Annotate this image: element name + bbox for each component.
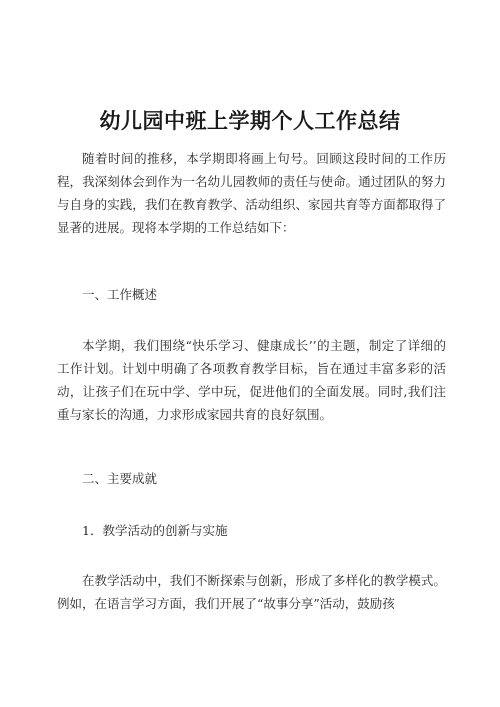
section-heading-achievements: 二、主要成就 [82, 471, 158, 486]
section-heading-overview: 一、工作概述 [82, 287, 158, 302]
subsection-heading-teaching: 1．教学活动的创新与实施 [82, 523, 228, 538]
teaching-paragraph: 在教学活动中，我们不断探索与创新，形成了多样化的教学模式。例如，在语言学习方面，我们开展了“故事分享”活动，鼓励孩 [57, 573, 446, 611]
intro-paragraph: 随着时间的推移，本学期即将画上句号。回顾这段时间的工作历程，我深刻体会到作为一名幼儿园教师的责任与使命。通过团队的努力与自身的实践，我们在教育教学、活动组织、家园共育等方面都取得了显著的进展。现将本学期的工作总结如下： [57, 151, 446, 235]
overview-paragraph: 本学期，我们围绕“快乐学习、健康成长’’的主题，制定了详细的工作计划。计划中明确了各项教育教学目标，旨在通过丰富多彩的活动，让孩子们在玩中学、学中玩，促进他们的全面发展。同时,我们注重与家长的沟通，力求形成家园共育的良好氛围。 [57, 338, 446, 422]
document-title: 幼儿园中班上学期个人工作总结 [99, 109, 401, 134]
